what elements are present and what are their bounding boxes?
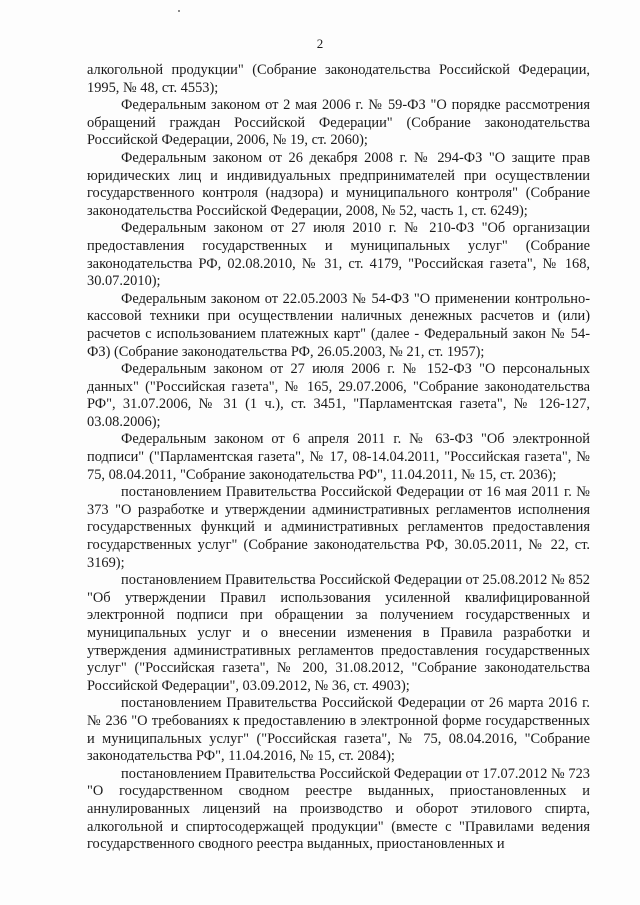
paragraph-law-294fz: Федеральным законом от 26 декабря 2008 г. № 294-ФЗ "О защите прав юридических лиц и индивидуальных предпринимателей при осуществлении государственного контроля (надзора) и муниципального контроля" (Собрание законодательства Российской Федерации, 2008, № 52, часть 1, ст. 6249); [87,149,590,219]
paragraph-law-54fz: Федеральным законом от 22.05.2003 № 54-ФЗ "О применении контрольно-кассовой техники при осуществлении наличных денежных расчетов и (или) расчетов с использованием платежных карт" (далее - Федеральный закон № 54-ФЗ) (Собрание законодательства РФ, 26.05.2003, № 21, ст. 1957); [87,290,590,360]
document-body [87,62,590,854]
paragraph-law-210fz: Федеральным законом от 27 июля 2010 г. № 210-ФЗ "Об организации предоставления государственных и муниципальных услуг" (Собрание законодательства РФ, 02.08.2010, № 31, ст. 4179, "Российская газета", № 168, 30.07.2010); [87,220,590,290]
paragraph-law-63fz: Федеральным законом от 6 апреля 2011 г. № 63-ФЗ "Об электронной подписи" ("Парламентская газета", № 17, 08-14.04.2011, "Российская газета", № 75, 08.04.2011, "Собрание законодательства РФ", 11.04.2011, № 15, ст. 2036); [87,431,590,483]
paragraph-resolution-373: постановлением Правительства Российской Федерации от 16 мая 2011 г. № 373 "О разработке и утверждении административных регламентов исполнения государственных функций и административных регламентов предоставления государственных услуг" (Собрание законодательства РФ, 30.05.2011, № 22, ст. 3169); [87,484,590,571]
paragraph-resolution-236: постановлением Правительства Российской Федерации от 26 марта 2016 г. № 236 "О требованиях к предоставлению в электронной форме государственных и муниципальных услуг" ("Российская газета", № 75, 08.04.2016, "Собрание законодательства РФ", 11.04.2016, № 15, ст. 2084); [87,695,590,765]
paragraph-resolution-852: постановлением Правительства Российской Федерации от 25.08.2012 № 852 "Об утверждении Правил использования усиленной квалифицированной электронной подписи при обращении за получением государственных и муниципальных услуг и о внесении изменения в Правила разработки и утверждения административных регламентов предоставления государственных услуг" ("Российская газета", № 200, 31.08.2012, "Собрание законодательства Российской Федерации", 03.09.2012, № 36, ст. 4903); [87,572,590,694]
paragraph-resolution-723: постановлением Правительства Российской Федерации от 17.07.2012 № 723 "О государственном сводном реестре выданных, приостановленных и аннулированных лицензий на производство и оборот этилового спирта, алкогольной и спиртосодержащей продукции" (вместе с "Правилами ведения государственного сводного реестра выданных, приостановленных и [87,765,590,853]
paragraph-law-59fz: Федеральным законом от 2 мая 2006 г. № 59-ФЗ "О порядке рассмотрения обращений граждан Российской Федерации" (Собрание законодательства Российской Федерации, 2006, № 19, ст. 2060); [87,97,590,149]
paragraph-law-152fz: Федеральным законом от 27 июля 2006 г. № 152-ФЗ "О персональных данных" ("Российская газета", № 165, 29.07.2006, "Собрание законодательства РФ", 31.07.2006, № 31 (1 ч.), ст. 3451, "Парламентская газета", № 126-127, 03.08.2006); [87,361,590,430]
paragraph-continuation: алкогольной продукции" (Собрание законодательства Российской Федерации, 1995, № 48, ст. 4553); [87,62,590,96]
scan-speck [178,10,180,12]
page-number: 2 [316,36,324,51]
